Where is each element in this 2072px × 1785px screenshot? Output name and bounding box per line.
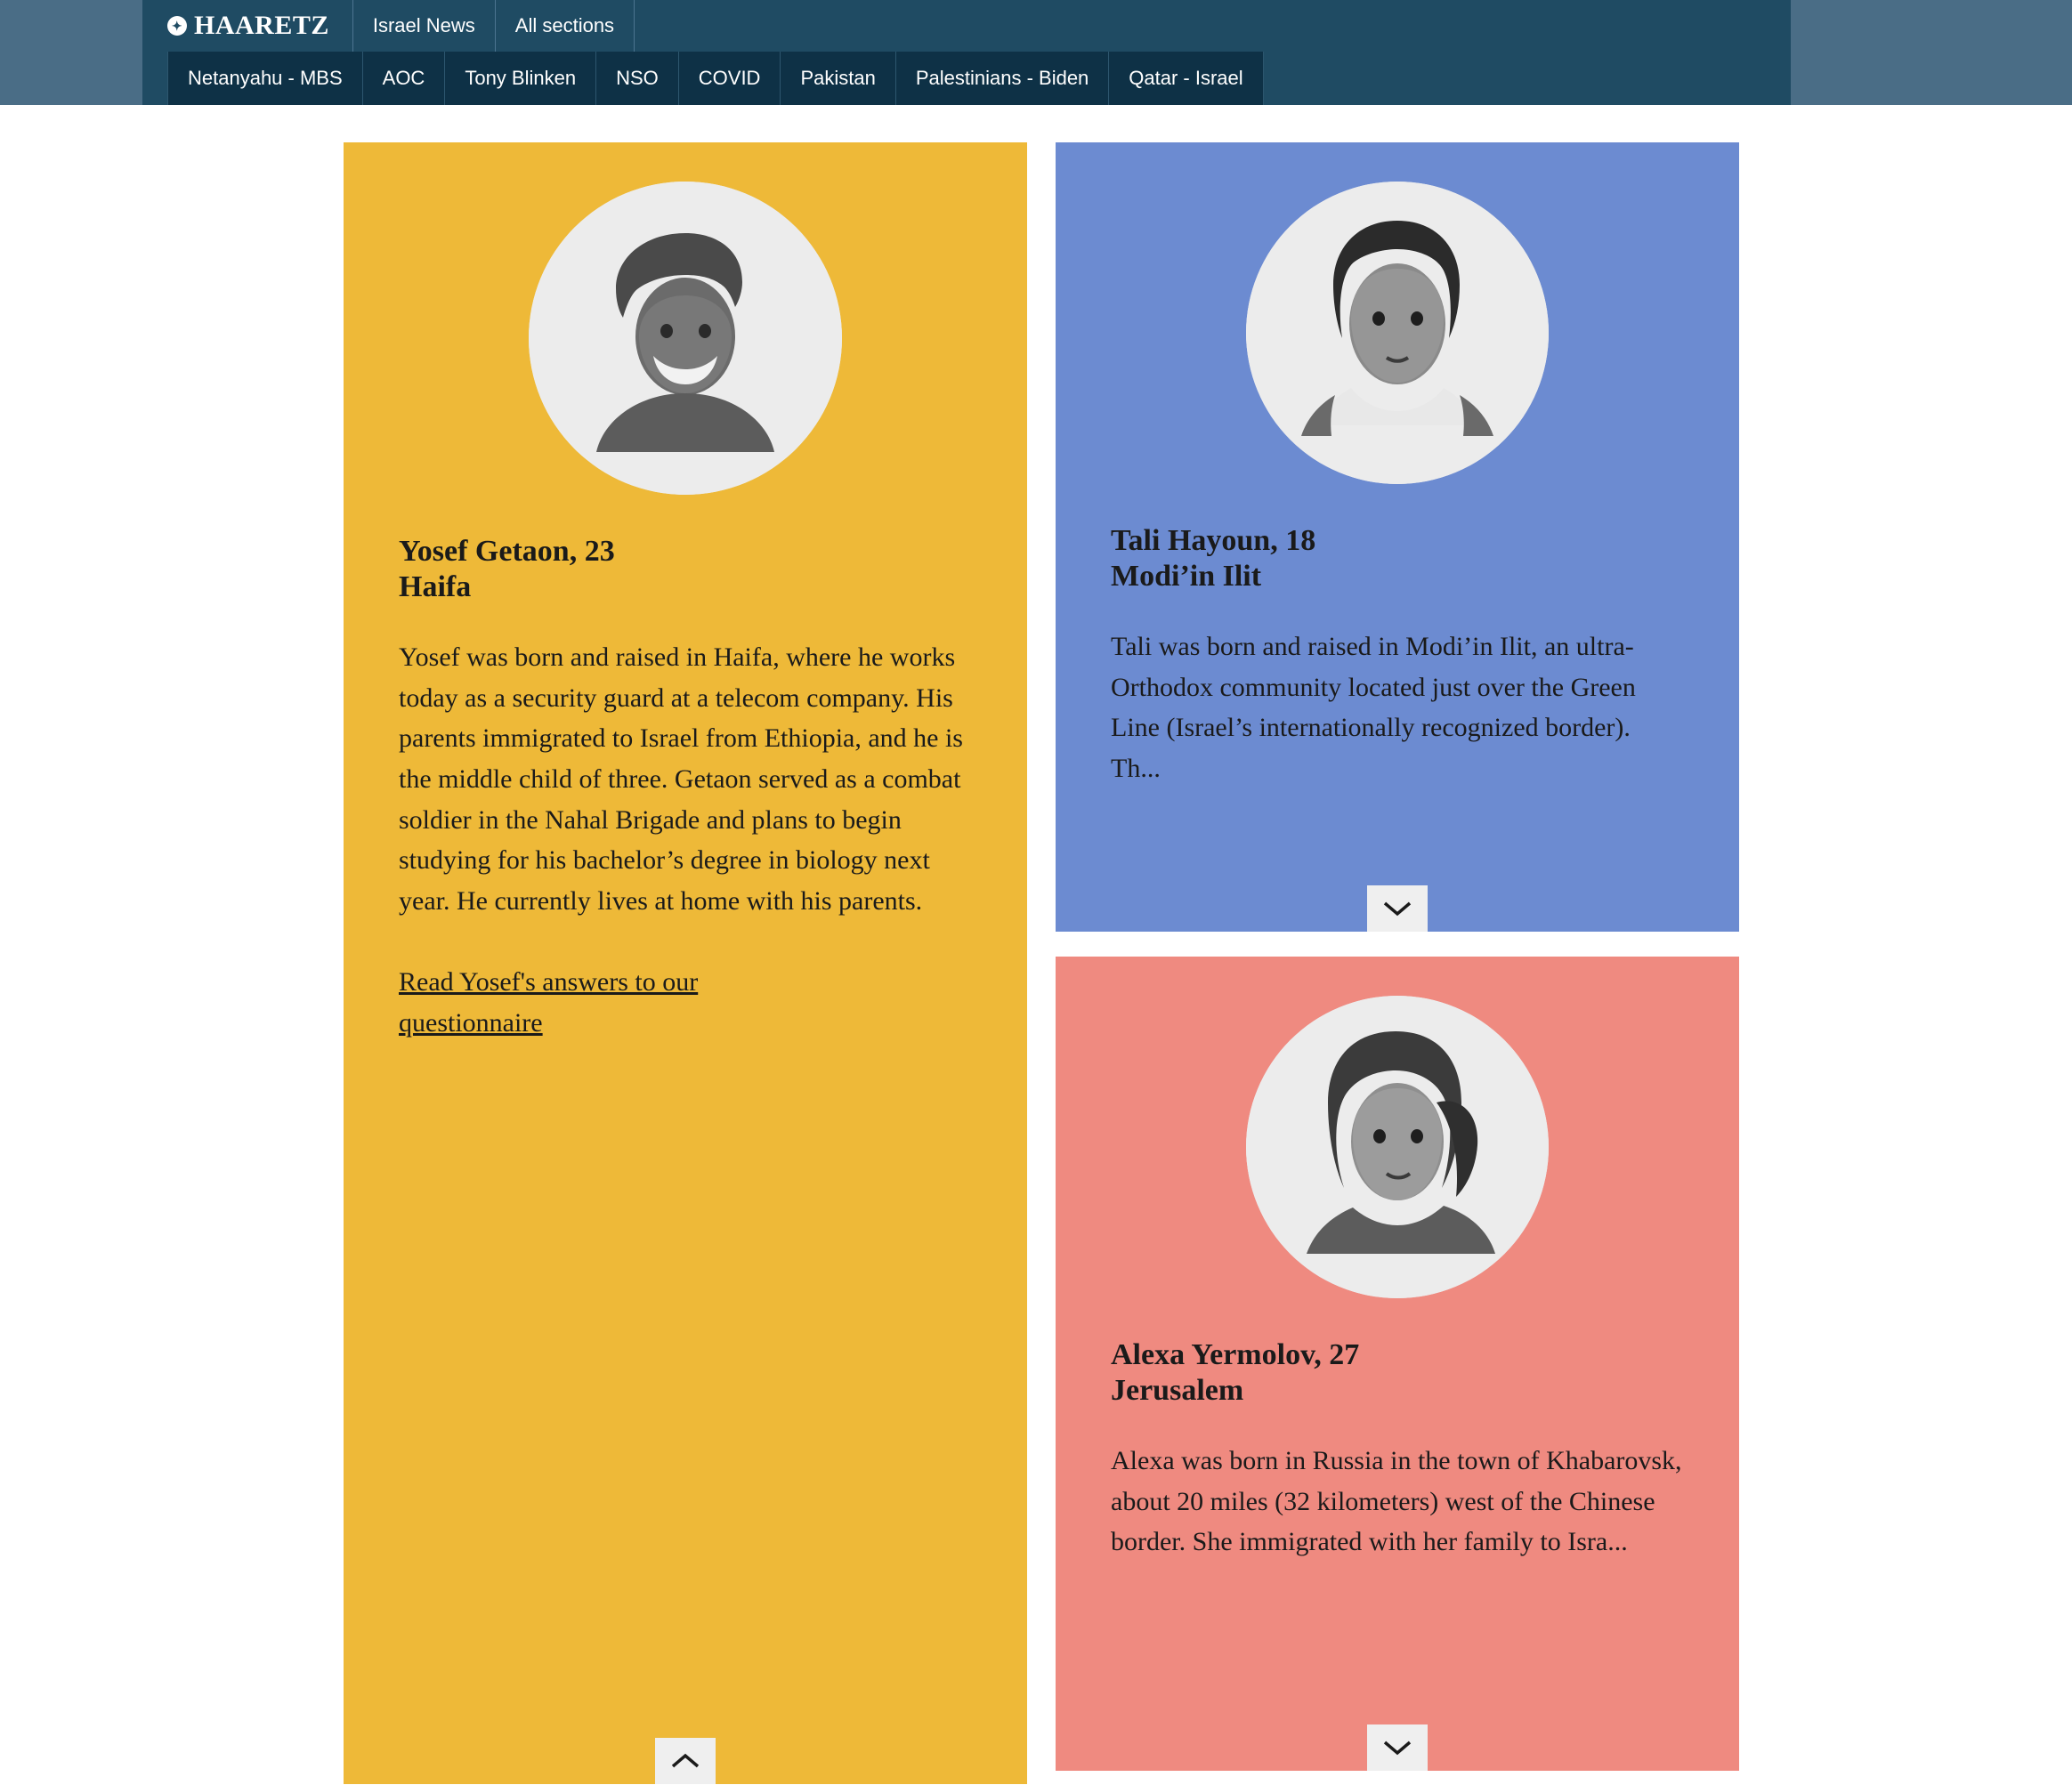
questionnaire-link[interactable]: Read Yosef's answers to our questionnaire xyxy=(399,967,699,1038)
chevron-down-icon[interactable] xyxy=(1367,885,1428,932)
person-bio: Tali was born and raised in Modi’in Ilit, an ultra-Orthodox community located just over the Green Line (Israel’s internationally recognized border). Th... xyxy=(1111,632,1636,783)
primary-nav xyxy=(142,0,635,52)
board-column-left xyxy=(344,142,1027,1784)
portrait-wrapper xyxy=(344,142,1027,495)
profile-card-alexa[interactable] xyxy=(1056,957,1739,1771)
nav-item-all-sections[interactable]: All sections xyxy=(496,0,635,52)
person-city: Haifa xyxy=(399,570,472,604)
person-bio: Alexa was born in Russia in the town of Khabarovsk, about 20 miles (32 kilometers) west of the Chinese border. She immigrated with her family to Isra... xyxy=(1111,1446,1682,1557)
board-column-right xyxy=(1056,142,1739,1771)
tag-aoc[interactable]: AOC xyxy=(363,52,446,105)
tag-palestinians-biden[interactable]: Palestinians - Biden xyxy=(896,52,1109,105)
card-body xyxy=(1056,523,1739,789)
portrait-yosef-getaon xyxy=(529,182,842,495)
tag-qatar-israel[interactable]: Qatar - Israel xyxy=(1109,52,1263,105)
tag-nso[interactable]: NSO xyxy=(596,52,679,105)
star-icon: ✦ xyxy=(167,16,187,36)
chevron-up-icon[interactable] xyxy=(655,1738,716,1784)
tag-covid[interactable]: COVID xyxy=(679,52,781,105)
nav-item-israel-news[interactable]: Israel News xyxy=(353,0,496,52)
chevron-down-icon[interactable] xyxy=(1367,1724,1428,1771)
profile-card-tali[interactable] xyxy=(1056,142,1739,932)
person-bio: Yosef was born and raised in Haifa, where he works today as a security guard at a telecom company. His parents immigrated to Israel from Ethiopia, and he is the middle child of three. Getaon served as a combat soldier in the Nahal Brigade and plans to begin studying for his bachelor’s degree in biology next year. He currently lives at home with his parents. xyxy=(399,642,963,916)
tag-pakistan[interactable]: Pakistan xyxy=(781,52,895,105)
person-city: Modi’in Ilit xyxy=(1111,560,1262,594)
tag-tony-blinken[interactable]: Tony Blinken xyxy=(445,52,596,105)
person-name: Tali Hayoun, 18 xyxy=(1111,524,1316,557)
portrait-wrapper xyxy=(1056,142,1739,484)
site-header-inner xyxy=(142,0,1791,105)
portrait-wrapper xyxy=(1056,957,1739,1298)
tag-nav xyxy=(167,52,1264,105)
portrait-alexa-yermolov xyxy=(1246,996,1549,1298)
portrait-tali-hayoun xyxy=(1246,182,1549,484)
person-name: Alexa Yermolov, 27 xyxy=(1111,1338,1360,1371)
site-header xyxy=(0,0,2072,105)
person-name: Yosef Getaon, 23 xyxy=(399,535,615,568)
profile-card-yosef[interactable] xyxy=(344,142,1027,1784)
card-body xyxy=(344,534,1027,1044)
site-logo-text: HAARETZ xyxy=(194,11,329,40)
tag-netanyahu-mbs[interactable]: Netanyahu - MBS xyxy=(167,52,363,105)
card-body xyxy=(1056,1337,1739,1563)
person-city: Jerusalem xyxy=(1111,1374,1244,1408)
site-logo[interactable] xyxy=(142,0,353,52)
